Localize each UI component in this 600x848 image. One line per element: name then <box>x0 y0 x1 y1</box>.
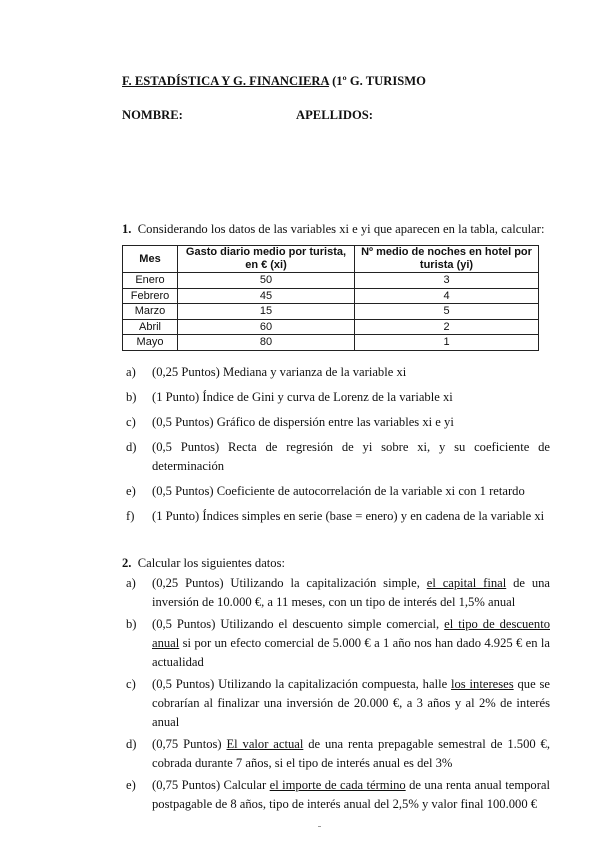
header-xi: Gasto diario medio por turista, en € (xi) <box>178 246 355 273</box>
question-text: Considerando los datos de las variables xi e yi que aparecen en la tabla, calcular: <box>137 222 545 236</box>
cell-yi: 3 <box>355 273 539 289</box>
table-row <box>123 304 539 320</box>
list-item <box>126 735 550 773</box>
list-item <box>126 482 550 501</box>
item-letter: b) <box>126 616 137 631</box>
cell-xi: 80 <box>178 335 355 351</box>
item-text: (0,5 Puntos) Gráfico de dispersión entre las variables xi e yi <box>152 414 454 429</box>
item-text-underlined: el tipo de descuento anual <box>152 616 550 650</box>
item-text <box>152 737 550 770</box>
item-text: (0,5 Puntos) Recta de regresión de yi sobre xi, y su coeficiente de determinación <box>152 439 550 473</box>
exam-title <box>122 72 550 90</box>
cell-mes: Mayo <box>123 335 178 351</box>
name-fields <box>122 106 550 124</box>
item-text-pre: (0,5 Puntos) Utilizando la capitalización compuesta, halle <box>152 676 452 691</box>
item-text <box>152 778 550 811</box>
question-number: 2. <box>122 555 132 570</box>
cell-mes: Abril <box>123 319 178 335</box>
table-row <box>123 335 539 351</box>
list-item <box>126 776 550 814</box>
item-text: (0,25 Puntos) Mediana y varianza de la variable xi <box>152 364 407 379</box>
list-item <box>126 438 550 476</box>
item-letter: a) <box>126 364 136 379</box>
data-table <box>122 245 539 351</box>
item-text <box>152 617 550 669</box>
item-text-underlined: El valor actual <box>226 736 304 751</box>
apellidos-label: APELLIDOS: <box>296 108 373 122</box>
cell-xi: 45 <box>178 288 355 304</box>
cell-yi: 5 <box>355 304 539 320</box>
question-1-items <box>122 363 550 526</box>
list-item <box>126 413 550 432</box>
item-text: (1 Punto) Índice de Gini y curva de Lorenz de la variable xi <box>152 389 453 404</box>
cell-xi: 50 <box>178 273 355 289</box>
question-text: Calcular los siguientes datos: <box>137 555 286 570</box>
item-text-pre: (0,25 Puntos) Utilizando la capitalización simple, <box>152 575 427 590</box>
table-row <box>123 319 539 335</box>
item-text-post: si por un efecto comercial de 5.000 € a 1 año nos han dado 4.925 € en la actualidad <box>152 635 550 669</box>
list-item <box>126 615 550 672</box>
cell-xi: 15 <box>178 304 355 320</box>
header-mes: Mes <box>123 246 178 273</box>
item-text-pre: (0,5 Puntos) Utilizando el descuento simple comercial, <box>152 616 445 631</box>
title-main: F. ESTADÍSTICA Y G. FINANCIERA <box>122 74 329 88</box>
question-2 <box>122 554 550 572</box>
question-1 <box>122 220 550 238</box>
item-text: (1 Punto) Índices simples en serie (base = enero) y en cadena de la variable xi <box>152 508 545 523</box>
header-yi: Nº medio de noches en hotel por turista (yi) <box>355 246 539 273</box>
question-number: 1. <box>122 222 132 236</box>
table-row <box>123 273 539 289</box>
list-item <box>126 574 550 612</box>
item-text-pre: (0,75 Puntos) Calcular <box>152 777 270 792</box>
list-item <box>126 507 550 526</box>
item-text-post: de una inversión de 10.000 €, a 11 meses, con un tipo de interés del 1,5% anual <box>152 575 551 609</box>
cell-yi: 2 <box>355 319 539 335</box>
item-text-underlined: los intereses <box>451 676 514 691</box>
item-letter: c) <box>126 676 136 691</box>
item-letter: d) <box>126 736 137 751</box>
item-text-post: de una renta prepagable semestral de 1.500 €, cobrada durante 7 años, si el tipo de interés anual es del 3% <box>152 736 550 770</box>
table-header-row <box>123 246 539 273</box>
list-item <box>126 675 550 732</box>
item-letter: c) <box>126 414 136 429</box>
item-letter: b) <box>126 389 137 404</box>
question-2-items <box>122 574 550 814</box>
cell-mes: Enero <box>123 273 178 289</box>
cell-mes: Marzo <box>123 304 178 320</box>
item-text: (0,5 Puntos) Coeficiente de autocorrelación de la variable xi con 1 retardo <box>152 483 525 498</box>
item-letter: f) <box>126 508 135 523</box>
item-text <box>152 576 550 609</box>
cell-mes: Febrero <box>123 288 178 304</box>
item-text-post: de una renta anual temporal postpagable de 8 años, tipo de interés anual del 2,5% y valor final 100.000 € <box>152 777 551 811</box>
nombre-label: NOMBRE: <box>122 108 183 122</box>
item-text <box>152 677 550 729</box>
list-item <box>126 388 550 407</box>
table-row <box>123 288 539 304</box>
item-text-pre: (0,75 Puntos) <box>152 736 227 751</box>
cell-xi: 60 <box>178 319 355 335</box>
cell-yi: 4 <box>355 288 539 304</box>
list-item <box>126 363 550 382</box>
item-text-post: que se cobrarían al finalizar una inversión de 20.000 €, a 3 años y al 2% de interés anual <box>152 676 550 729</box>
item-letter: a) <box>126 575 136 590</box>
item-letter: d) <box>126 439 137 454</box>
item-letter: e) <box>126 777 136 792</box>
item-text-underlined: el capital final <box>426 575 507 590</box>
cell-yi: 1 <box>355 335 539 351</box>
scan-speck <box>318 826 321 827</box>
item-text-underlined: el importe de cada término <box>269 777 406 792</box>
item-letter: e) <box>126 483 136 498</box>
title-suffix: (1º G. TURISMO <box>328 74 426 88</box>
